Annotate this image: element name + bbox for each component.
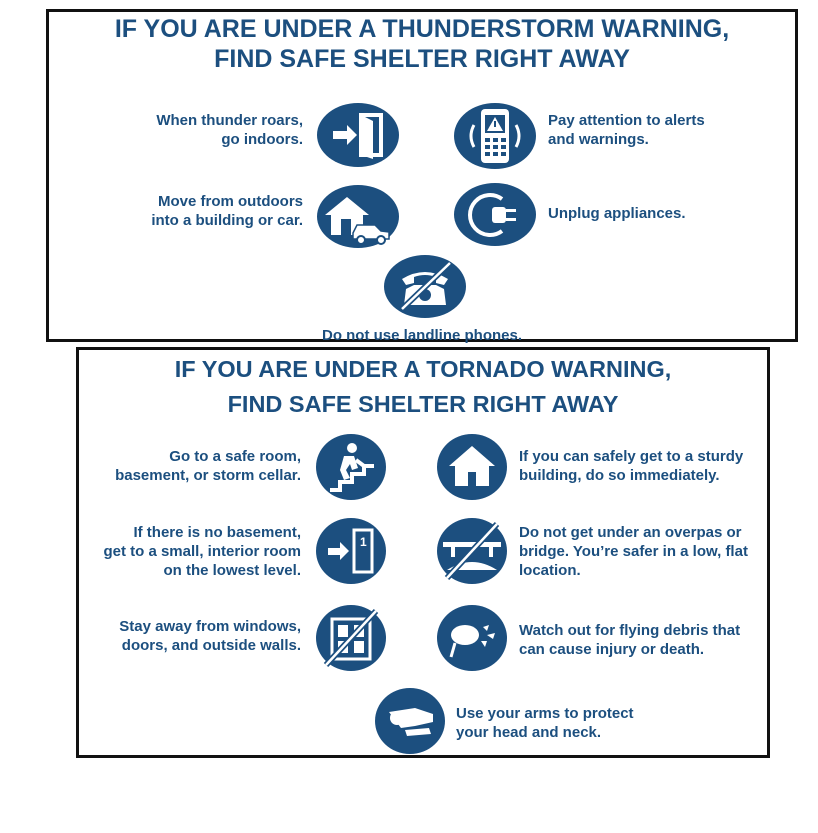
thunder-item-building-car-text: Move from outdoors into a building or car. <box>151 193 303 229</box>
interior-room-icon <box>316 518 386 584</box>
no-windows-icon <box>316 605 386 671</box>
house-icon <box>437 434 507 500</box>
protect-head-icon <box>375 688 445 754</box>
thunder-item-landline-text: Do not use landline phones. <box>321 327 522 344</box>
tornado-title <box>79 352 767 422</box>
tornado-item-windows-text: Stay away from windows, doors, and outside walls. <box>119 618 301 654</box>
svg-text:1: 1 <box>360 535 367 549</box>
tornado-title-line2: FIND SAFE SHELTER RIGHT AWAY <box>227 390 619 417</box>
phone-alert-icon <box>454 103 536 169</box>
house-car-icon <box>317 185 399 248</box>
tornado-item-debris-text: Watch out for flying debris that can cause injury or death. <box>519 622 741 658</box>
tornado-item-safe-room-text: Go to a safe room, basement, or storm cellar. <box>115 448 301 484</box>
thunder-item-alerts-text: Pay attention to alerts and warnings. <box>548 112 705 148</box>
thunderstorm-title-line2: FIND SAFE SHELTER RIGHT AWAY <box>214 45 630 73</box>
thunder-item-unplug-text: Unplug appliances. <box>548 205 686 222</box>
thunderstorm-title-line1: IF YOU ARE UNDER A THUNDERSTORM WARNING, <box>114 15 730 43</box>
tornado-title-line1: IF YOU ARE UNDER A TORNADO WARNING, <box>174 356 672 382</box>
thunder-item-go-indoors-text: When thunder roars, go indoors. <box>156 112 303 148</box>
no-landline-phone-icon <box>384 255 466 318</box>
flying-debris-icon <box>437 605 507 671</box>
tornado-item-protect-head-text: Use your arms to protect your head and neck. <box>456 705 634 741</box>
tornado-item-sturdy-building-text: If you can safely get to a sturdy building, do so immediately. <box>519 448 744 484</box>
thunderstorm-warning-panel <box>46 9 798 342</box>
unplug-icon <box>454 183 536 246</box>
no-overpass-icon <box>437 518 507 584</box>
tornado-item-overpass-text: Do not get under an overpas or bridge. You’re safer in a low, flat location. <box>519 524 748 579</box>
tornado-warning-panel <box>76 347 770 758</box>
thunderstorm-title <box>49 14 795 74</box>
stairs-down-icon <box>316 434 386 500</box>
tornado-item-interior-room-text: If there is no basement, get to a small, interior room on the lowest level. <box>103 524 301 579</box>
door-enter-icon <box>317 103 399 167</box>
